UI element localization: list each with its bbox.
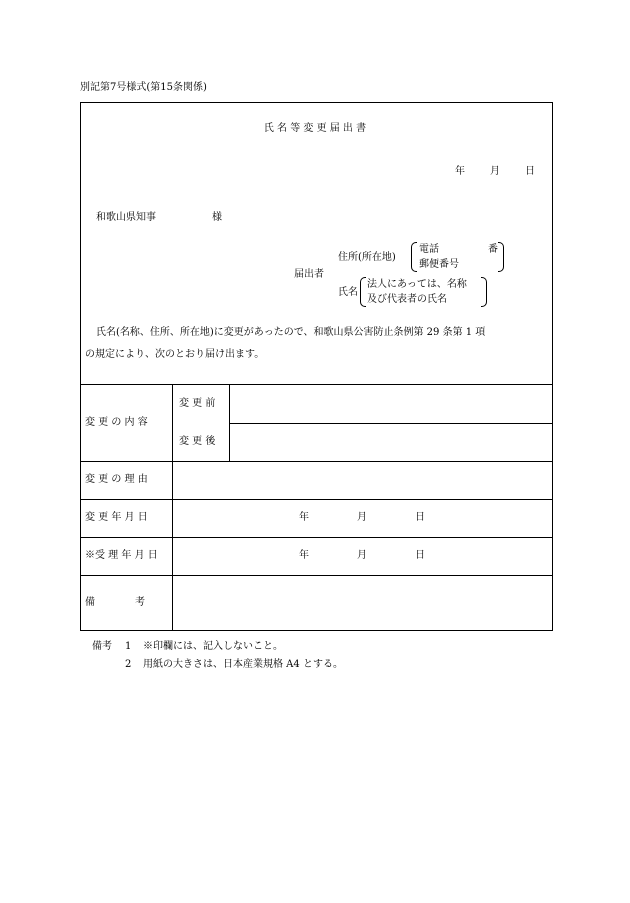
date-year-label: 年 (455, 166, 465, 177)
row-border-1 (80, 461, 553, 462)
form-title: 氏 名 等 変 更 届 出 書 (263, 123, 367, 134)
note-1-text: ※印欄には、記入しないこと。 (143, 641, 283, 652)
addressee-name: 和歌山県知事 (96, 212, 156, 223)
table-top-border (80, 384, 553, 385)
receipt-date-day: 日 (415, 550, 425, 561)
phone-suffix: 番 (488, 244, 498, 255)
corp-note-line2: 及び代表者の氏名 (367, 294, 447, 305)
change-content-label: 変 更 の 内 容 (85, 417, 148, 428)
date-day-label: 日 (525, 166, 535, 177)
phone-label: 電話 (419, 244, 439, 255)
change-date-month: 月 (357, 512, 367, 523)
change-date-label: 変 更 年 月 日 (85, 512, 148, 523)
name-label: 氏名 (338, 287, 358, 298)
row-border-3 (80, 537, 553, 538)
corp-note-line1: 法人にあっては、名称 (367, 279, 467, 290)
content-split-border (229, 423, 553, 424)
label-column-border (172, 384, 173, 631)
address-bracket-right (498, 242, 504, 272)
date-month-label: 月 (490, 166, 500, 177)
name-bracket-left (360, 277, 366, 307)
sublabel-column-border (229, 384, 230, 461)
change-date-year: 年 (299, 512, 309, 523)
notes-heading: 備考 (92, 641, 112, 652)
notifier-label: 届出者 (294, 269, 324, 280)
change-before-label: 変 更 前 (179, 398, 216, 409)
row-border-4 (80, 575, 553, 576)
note-2-text: 用紙の大きさは、日本産業規格 A4 とする。 (143, 659, 343, 670)
address-bracket-left (411, 242, 417, 272)
change-after-label: 変 更 後 (179, 436, 216, 447)
change-date-day: 日 (415, 512, 425, 523)
body-text-line1: 氏名(名称、住所、所在地)に変更があったので、和歌山県公害防止条例第 29 条第 1 項 (96, 327, 486, 338)
addressee-honorific: 様 (212, 212, 222, 223)
remarks-label: 備 考 (85, 597, 145, 608)
note-2-number: 2 (125, 659, 132, 670)
receipt-date-month: 月 (357, 550, 367, 561)
name-bracket-right (481, 277, 487, 307)
receipt-date-label: ※受 理 年 月 日 (85, 550, 158, 561)
form-reference: 別記第7号様式(第15条関係) (80, 82, 207, 93)
note-1-number: 1 (125, 641, 132, 652)
postal-label: 郵便番号 (419, 259, 459, 270)
receipt-date-year: 年 (299, 550, 309, 561)
row-border-2 (80, 499, 553, 500)
change-reason-label: 変 更 の 理 由 (85, 474, 148, 485)
address-label: 住所(所在地) (338, 252, 396, 263)
body-text-line2: の規定により、次のとおり届け出ます。 (85, 349, 265, 360)
